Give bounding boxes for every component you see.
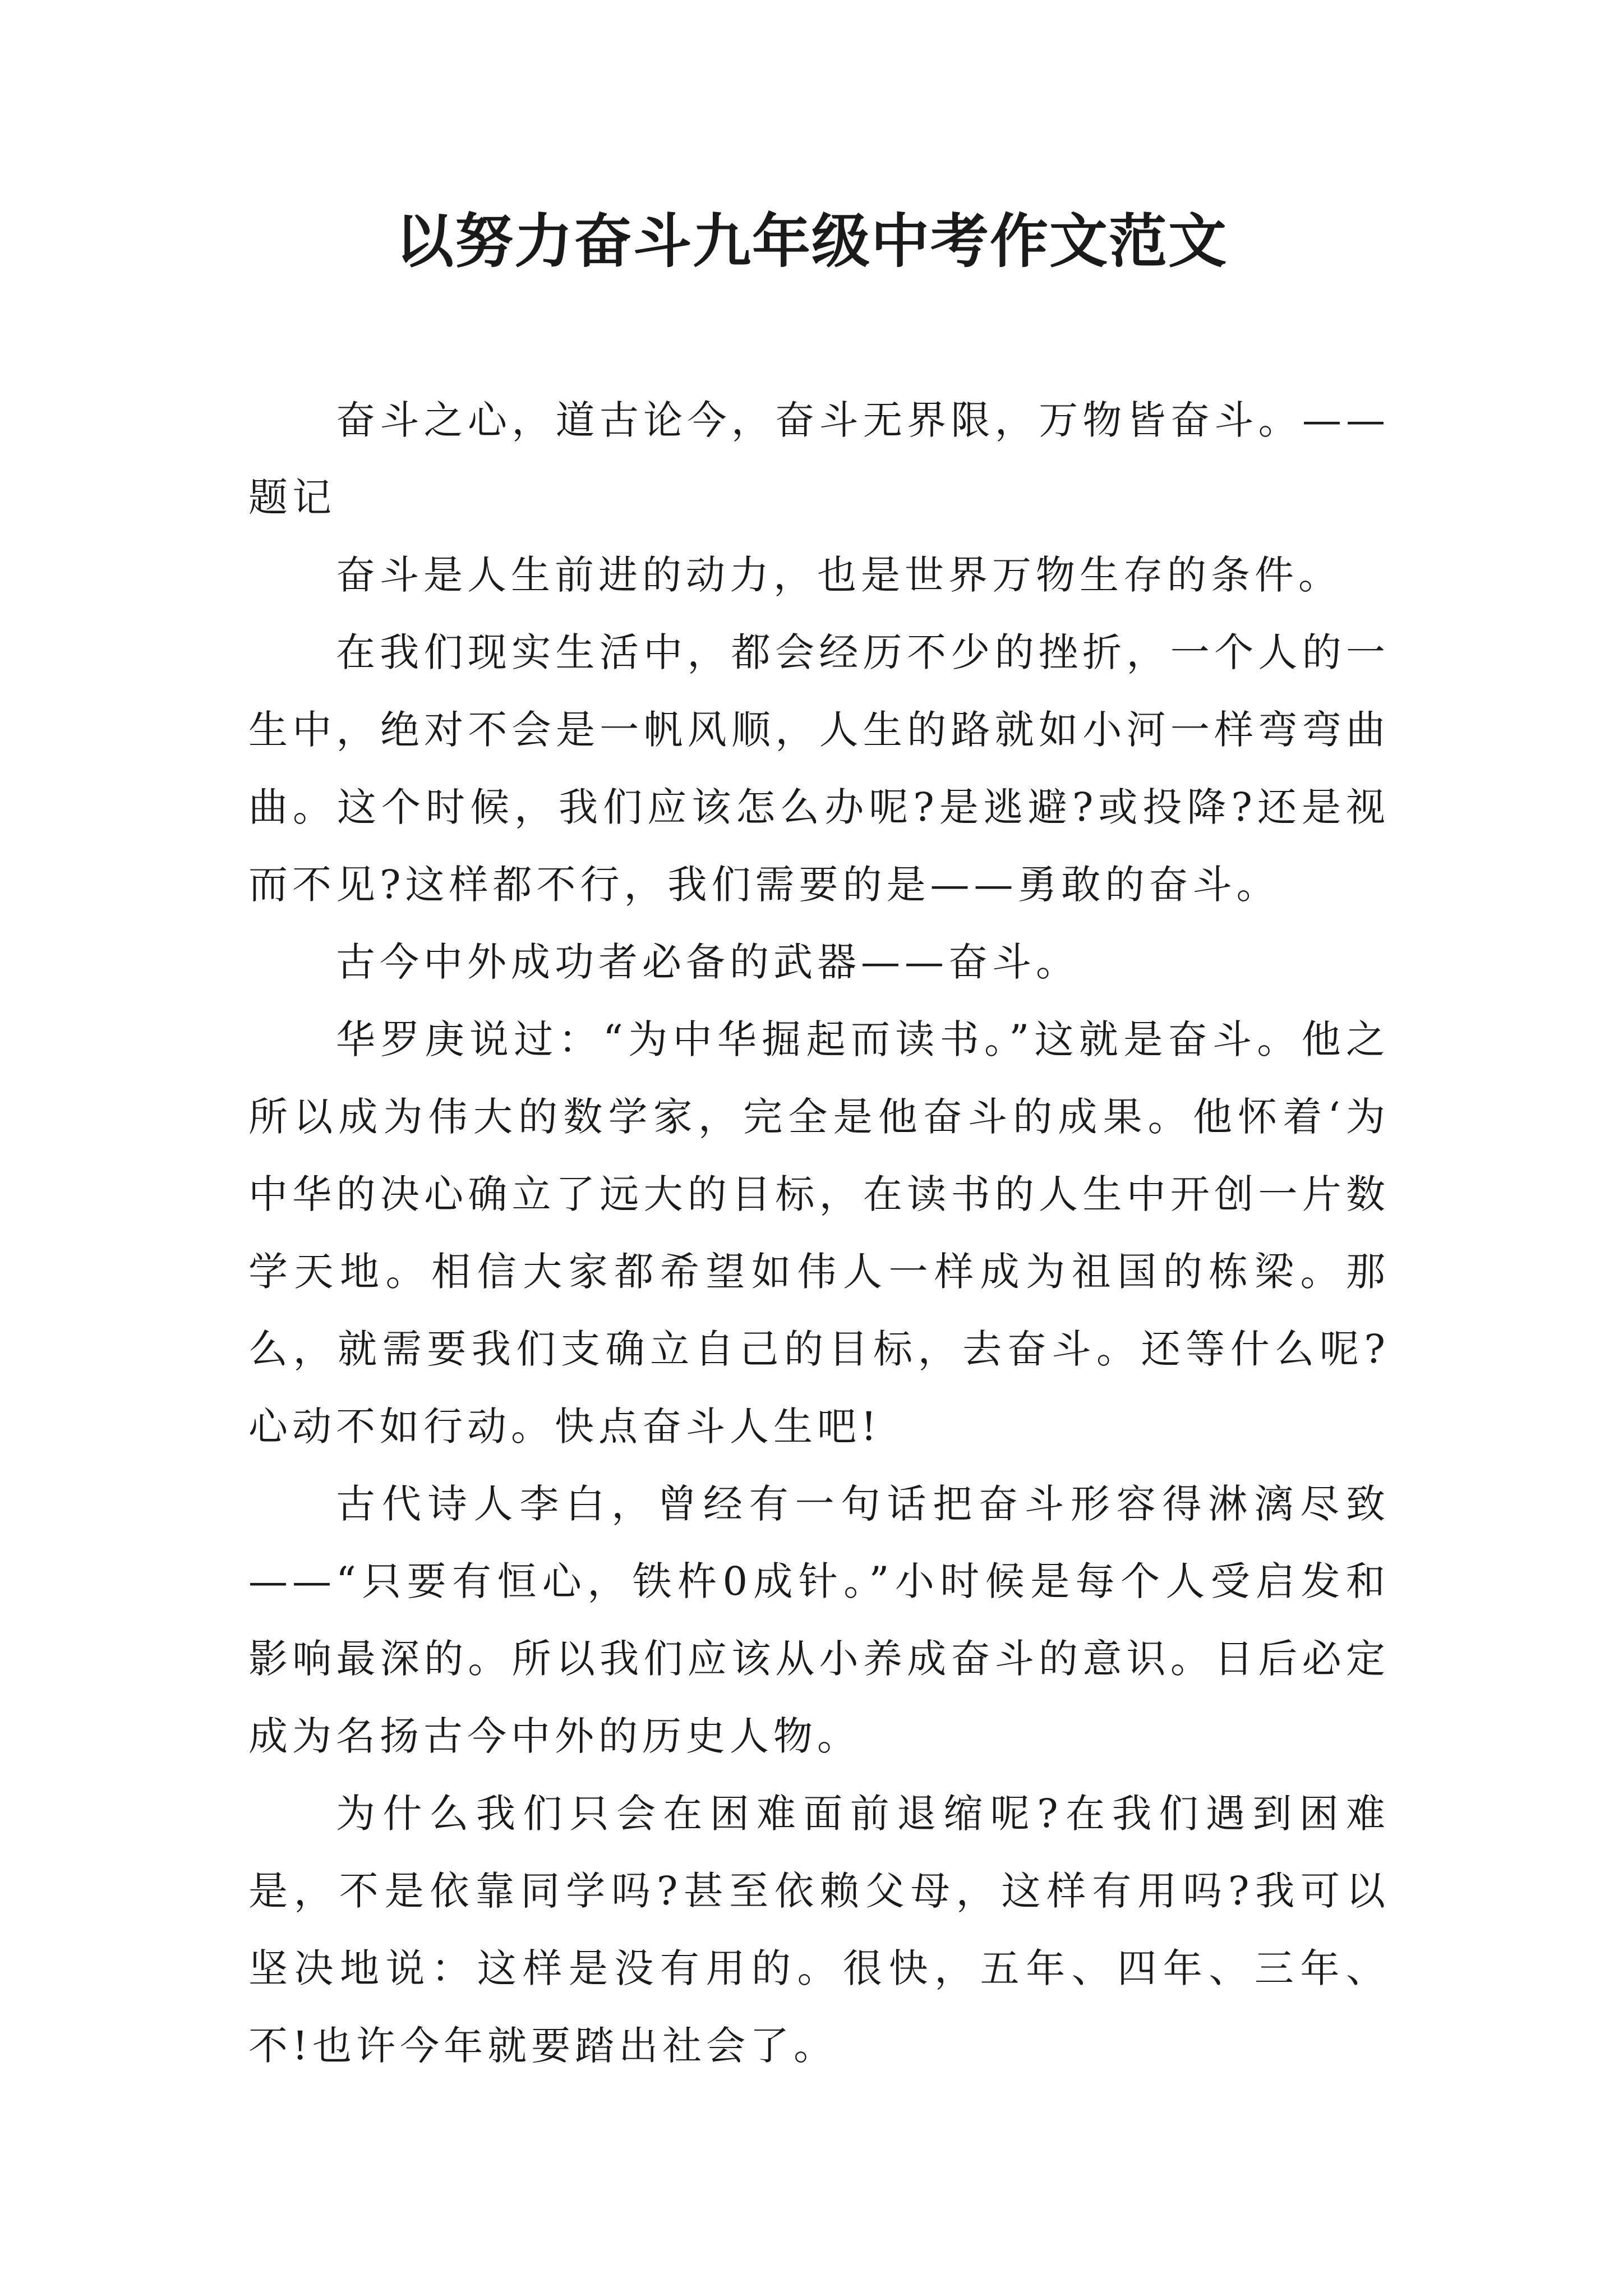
paragraph: 古今中外成功者必备的武器——奋斗。 bbox=[336, 939, 1080, 985]
paragraph: 华罗庚说过：“为中华掘起而读书。”这就是奋斗。他之所以成为伟大的数学家，完全是他奋斗的成果。他怀着‘为中华的决心确立了远大的目标，在读书的人生中开创一片数学天地。相信大家都希望如伟人一样成为祖国的栋梁。那么，就需要我们支确立自己的目标，去奋斗。还等什么呢?心动不如行动。快点奋斗人生吧! bbox=[248, 1016, 1390, 1450]
paragraph: 为什么我们只会在困难面前退缩呢?在我们遇到困难是，不是依靠同学吗?甚至依赖父母，这样有用吗?我可以坚决地说：这样是没有用的。很快，五年、四年、三年、不!也许今年就要踏出社会了。 bbox=[248, 1791, 1390, 2069]
paragraph: 奋斗是人生前进的动力，也是世界万物生存的条件。 bbox=[336, 552, 1342, 598]
paragraph: 古代诗人李白，曾经有一句话把奋斗形容得淋漓尽致——“只要有恒心，铁杵0成针。”小时候是每个人受启发和影响最深的。所以我们应该从小养成奋斗的意识。日后必定成为名扬古今中外的历史人物。 bbox=[248, 1481, 1390, 1759]
document-body bbox=[248, 381, 1390, 2085]
document-title: 以努力奋斗九年级中考作文范文 bbox=[395, 206, 1228, 275]
paragraph-epigraph: 奋斗之心，道古论今，奋斗无界限，万物皆奋斗。——题记 bbox=[248, 397, 1390, 521]
paragraph: 在我们现实生活中，都会经历不少的挫折，一个人的一生中，绝对不会是一帆风顺，人生的路就如小河一样弯弯曲曲。这个时候，我们应该怎么办呢?是逃避?或投降?还是视而不见?这样都不行，我们需要的是——勇敢的奋斗。 bbox=[248, 629, 1390, 908]
